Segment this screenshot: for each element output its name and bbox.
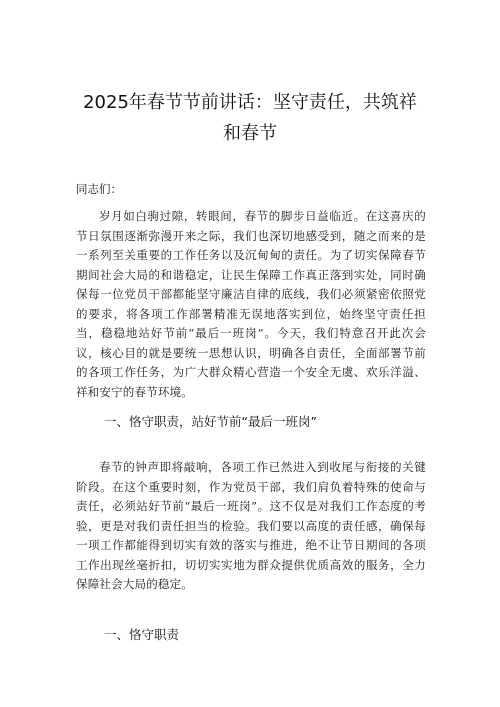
intro-paragraph: 岁月如白驹过隙，转眼间，春节的脚步日益临近。在这喜庆的节日氛围逐渐弥漫开来之际，我们也深切地感受到，随之而来的是一系列至关重要的工作任务以及沉甸甸的责任。为了切实保障春节期间社会大局的和谐稳定，让民生保障工作真正落到实处，同时确保每一位党员干部都能坚守廉洁自律的底线，我们必须紧密依照党的要求，将各项工作部署精准无误地落实到位，始终坚守责任担当，稳稳地站好节前“最后一班岗”。今天，我们特意召开此次会议，核心目的就是要统一思想认识，明确各自责任，全面部署节前的各项工作任务，为广大群众精心营造一个安全无虞、欢乐洋溢、祥和安宁的春节环境。	[76, 209, 426, 399]
salutation: 同志们：	[76, 182, 122, 196]
document-title-line-2: 和春节	[223, 123, 277, 144]
section-1-paragraph: 春节的钟声即将敲响，各项工作已然进入到收尾与衔接的关键阶段。在这个重要时刻，作为党员干部，我们肩负着特殊的使命与责任，必须站好节前“最后一班岗”。这不仅是对我们工作态度的考验，更是对我们责任担当的检验。我们要以高度的责任感，确保每一项工作都能得到切实有效的落实与推进，绝不让节日期间的各项工作出现丝毫折扣，切切实实地为群众提供优质高效的服务，全力保障社会大局的稳定。	[76, 460, 426, 591]
section-heading-2: 一、恪守职责	[104, 627, 180, 642]
section-heading-1: 一、恪守职责，站好节前“最后一班岗”	[104, 414, 317, 429]
document-title-line-1: 2025年春节节前讲话：坚守责任，共筑祥	[83, 92, 417, 113]
